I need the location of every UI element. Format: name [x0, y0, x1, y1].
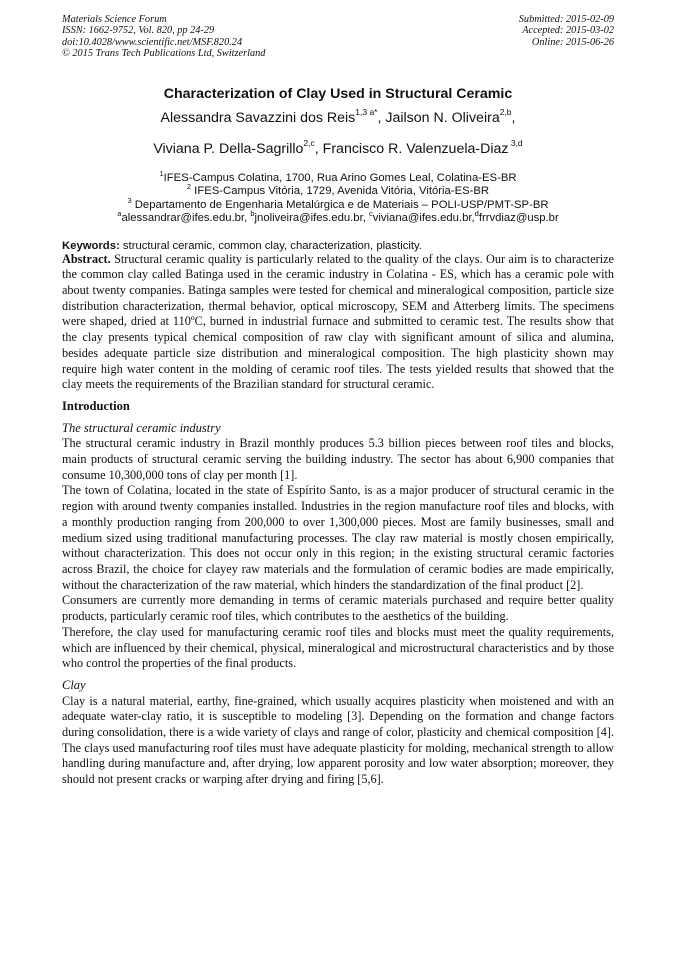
journal-info — [62, 14, 265, 60]
abstract-text: Structural ceramic quality is particularly related to the quality of the clays. Our aim is to characterize the common clay called Batinga used in the ceramic industry in Colatina - ES, which has a ceramic pole with about twenty companies. Batinga samples were tested for chemical and mineralogical composition, particle size distribution characterization, thermal behavior, optical microscopy, SEM and Atterberg limits. The specimens were shaped, dried at 110ºC, burned in industrial furnace and submitted to ceramic test. The results show that the clay presents typical chemical composition of raw clay with significant amount of silica and alumina, besides adequate particle size distribution and mineralogical composition. The high plasticity shown may require high water content in the molding of ceramic roof tiles. The tests yielded results that showed that the clay meets the requirements of the Brazilian standard for structural ceramic. — [62, 251, 614, 392]
email-address: jnoliveira@ifes.edu.br, — [254, 212, 369, 225]
affiliation-text: IFES-Campus Colatina, 1700, Rua Arino Gomes Leal, Colatina-ES-BR — [163, 171, 517, 184]
journal-name: Materials Science Forum — [62, 14, 167, 25]
subsection-heading: The structural ceramic industry — [62, 420, 221, 435]
author-separator: , — [377, 109, 386, 126]
section-heading: Introduction — [62, 398, 130, 413]
email-mark: a — [117, 209, 122, 219]
affiliation-line — [62, 182, 614, 199]
affiliation-line — [62, 168, 614, 186]
email-address: alessandrar@ifes.edu.br, — [121, 212, 251, 225]
email-mark: b — [250, 209, 255, 219]
accepted-date: Accepted: 2015-03-02 — [522, 25, 614, 37]
email-mark: c — [368, 209, 373, 219]
affiliation-mark: 3 — [127, 195, 132, 205]
author-affil-mark: 1,3 a* — [355, 106, 378, 117]
author-separator: , — [511, 109, 516, 126]
paragraph: The structural ceramic industry in Brazil monthly produces 5.3 billion pieces between roof tiles and blocks, main products of structural ceramic serving the building industry. The sector has about 6,900 companies that consume 10,300,000 tons of clay per month [1]. — [62, 436, 614, 482]
submitted-date: Submitted: 2015-02-09 — [518, 14, 614, 25]
author-line — [62, 137, 614, 159]
journal-dates — [519, 14, 614, 60]
paragraph: The town of Colatina, located in the state of Espírito Santo, is as a major producer of structural ceramic in the region with around twenty companies installed. Industries in the region manufacture roof tiles and blocks, with a monthly production ranging from 200,000 to over 1,300,000 pieces. Most are family businesses, small and medium sized using traditional manufacturing processes. The clay raw material is mostly chosen empirically, without characterization. This does not occur only in this region; in the existing structural ceramic factories across Brazil, the choice for clayey raw materials and the formulation of ceramic bodies are made empirically, without the characterization of the raw material, which hinders the standardization of the final product [2]. — [62, 483, 614, 592]
paragraph: The clays used manufacturing roof tiles must have adequate plasticity for molding, mechanical strength to allow handling during manufacture and, after drying, low apparent porosity and low water absorption; moreover, they should not present cracks or warping after drying and firing [5,6]. — [62, 740, 614, 787]
abstract-label: Abstract. — [62, 251, 111, 266]
journal-issn: ISSN: 1662-9752, Vol. 820, pp 24-29 — [62, 25, 215, 37]
keywords-label: Keywords: — [62, 239, 120, 252]
author-separator: , — [314, 140, 323, 157]
affiliation-text: Departamento de Engenharia Metalúrgica e de Materiais – POLI-USP/PMT-SP-BR — [131, 198, 549, 211]
paper-title: Characterization of Clay Used in Structural Ceramic — [163, 85, 513, 102]
abstract — [62, 252, 614, 393]
email-address: viviana@ifes.edu.br, — [372, 212, 475, 225]
affiliation-mark: 2 — [186, 182, 192, 192]
journal-doi: doi:10.4028/www.scientific.net/MSF.820.24 — [62, 36, 243, 48]
author-name: Francisco R. Valenzuela-Diaz — [322, 140, 509, 157]
author-affil-mark: 2,c — [303, 137, 315, 148]
email-address: frrvdiaz@usp.br — [478, 212, 559, 225]
email-mark: d — [474, 209, 479, 219]
affiliations — [62, 168, 614, 226]
author-line — [62, 106, 614, 128]
paragraph: Clay is a natural material, earthy, fine-grained, which usually acquires plasticity when moistened and with an adequate water-clay ratio, it is susceptible to modeling [3]. Depending on the formation and change factors during consolidation, there is a wide variety of clays and range of color, plasticity and chemical composition [4]. — [62, 693, 614, 740]
paper-page — [62, 14, 614, 788]
affiliation-mark: 1 — [159, 168, 164, 178]
online-date: Online: 2015-06-26 — [531, 36, 614, 48]
paragraph: Consumers are currently more demanding in terms of ceramic materials purchased and require better quality products, particularly ceramic roof tiles, which contributes to the aesthetics of the building. — [62, 593, 614, 624]
author-name: Alessandra Savazzini dos Reis — [160, 109, 356, 126]
email-line — [62, 209, 614, 226]
subsection-heading: Clay — [62, 677, 86, 692]
author-name: Viviana P. Della-Sagrillo — [153, 140, 304, 157]
affiliation-text: IFES-Campus Vitória, 1729, Avenida Vitória, Vitória-ES-BR — [191, 185, 490, 198]
journal-copyright: © 2015 Trans Tech Publications Ltd, Switzerland — [62, 48, 266, 60]
author-list — [62, 106, 614, 159]
author-affil-mark: 2,b — [499, 106, 512, 117]
journal-header — [62, 14, 614, 60]
author-name: Jailson N. Oliveira — [385, 109, 500, 126]
affiliation-line — [62, 195, 614, 213]
paper-body — [62, 252, 614, 788]
author-affil-mark: 3,d — [508, 137, 523, 148]
keywords — [62, 240, 614, 252]
paragraph: Therefore, the clay used for manufacturing ceramic roof tiles and blocks must meet the quality requirements, which are influenced by their chemical, physical, mineralogical and microstructural characteristics and by those who control the properties of the final products. — [62, 624, 614, 671]
keywords-text: structural ceramic, common clay, characterization, plasticity. — [119, 239, 422, 252]
